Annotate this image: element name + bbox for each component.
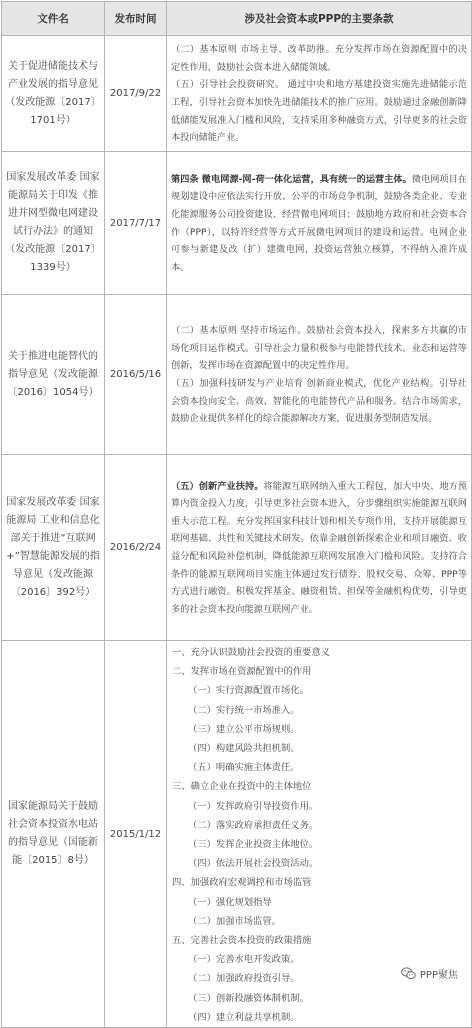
outline-subitem: （三）建立公平市场规则。 (188, 723, 300, 735)
clause-text: （五）加强科技研发与产业培育 创新商业模式，优化产业结构。引导社会资本投向安全、高效、智能化的电能替代产品和服务。结合市场需求，鼓励企业提供多样化的综合能源解决方案，促进服务型制造发展。 (171, 378, 467, 425)
clause-cell (167, 455, 472, 641)
watermark-text: PPP聚焦 (419, 970, 458, 981)
outline-subitem: （二）实行统一市场准入。 (188, 704, 300, 716)
publish-date-cell: 2015/1/12 (105, 641, 167, 1028)
header-publish-date: 发布时间 (105, 2, 167, 36)
clause-text: （二）基本原则 市场主导、改革助推。充分发挥市场在资源配置中的决定性作用，鼓励社会资本进入储能领域。 (171, 44, 467, 73)
clause-bold-lead: （五）创新产业扶持。 (171, 480, 264, 492)
page (0, 1, 472, 1023)
outline-subitem: （四）建立利益共享机制。 (188, 1011, 300, 1023)
outline-subitem: （一）实行资源配置市场化。 (188, 685, 309, 697)
table-header-row (2, 2, 472, 36)
clause-paragraph (171, 478, 467, 619)
file-name-cell: 国家能源局关于鼓励社会资本投资水电站的指导意见（国能新能〔2015〕8号） (2, 641, 105, 1028)
table-row (2, 36, 472, 152)
outline-heading: 三、确立企业在投资中的主体地位 (172, 781, 312, 793)
publish-date-cell: 2017/7/17 (105, 152, 167, 295)
table-row (2, 295, 472, 455)
clause-cell (167, 152, 472, 295)
publish-date-cell: 2016/2/24 (105, 455, 167, 641)
clause-paragraph (171, 322, 467, 375)
table-row (2, 455, 472, 641)
clause-paragraph (171, 375, 467, 428)
outline-subitem: （四）构建风险共担机制。 (188, 743, 300, 755)
file-name-cell: 关于推进电能替代的指导意见（发改能源〔2016〕1054号） (2, 295, 105, 455)
outline-subitem: （三）创新投融资体制机制。 (188, 992, 309, 1004)
clause-paragraph (171, 41, 467, 76)
outline-subitem: （二）加强政府投资引导。 (188, 973, 300, 985)
outline-heading: 一、充分认识鼓励社会投资的重要意义 (172, 647, 331, 658)
outline-subitem: （三）发挥企业投资主体地位。 (188, 839, 319, 851)
watermark (399, 966, 460, 981)
file-name-cell: 国家发展改革委 国家能源局关于印发《推进并网型微电网建设试行办法》的通知（发改能源〔2017〕1339号） (2, 152, 105, 295)
file-name-cell: 关于促进储能技术与产业发展的指导意见（发改能源〔2017〕1701号） (2, 36, 105, 152)
clause-paragraph (171, 76, 467, 146)
outline-subitem: （二）落实政府承担责任义务。 (188, 819, 319, 831)
clause-cell (167, 36, 472, 152)
clause-text: （二）基本原则 坚持市场运作。鼓励社会资本投入，探索多方共赢的市场化项目运作模式。引导社会力量积极参与电能替代技术、业态和运营等创新，发挥市场在资源配置中的决定性作用。 (171, 325, 467, 372)
publish-date-cell: 2017/9/22 (105, 36, 167, 152)
outline-heading: 二、发挥市场在资源配置中的作用 (172, 666, 312, 678)
outline-subitem: （一）完善水电开发政策。 (188, 954, 300, 966)
file-name-cell: 国家发展改革委 国家能源局 工业和信息化部关于推进“互联网+”智慧能源发展的指导意见（发改能源〔2016〕392号） (2, 455, 105, 641)
clause-paragraph (171, 171, 467, 277)
clause-text: （五）引导社会投资研究。 通过中央和地方基建投资实施先进储能示范工程，引导社会资本加快先进储能技术的推广应用。鼓励通过金融创新降低储能发展准入门槛和风险，支持采用多种融资方式，引导更多的社会资本投向储能产业。 (171, 79, 467, 144)
outline-subitem: （一）发挥政府引导投资作用。 (188, 800, 319, 812)
policy-table (1, 1, 472, 1028)
outline-subitem: （二）加强市场监管。 (188, 915, 281, 927)
header-file-name: 文件名 (2, 2, 105, 36)
outline-subitem: （一）强化规划指导 (188, 896, 272, 908)
clause-bold-lead: 第四条 微电网源-网-荷一体化运营，具有统一的运营主体。 (171, 173, 412, 185)
outline-subitem: （五）明确实施主体责任。 (188, 762, 300, 774)
header-main-clauses: 涉及社会资本或PPP的主要条款 (167, 2, 472, 36)
publish-date-cell: 2016/5/16 (105, 295, 167, 455)
outline-heading: 四、加强政府宏观调控和市场监管 (172, 877, 312, 889)
clause-text: 将能源互联网纳入重大工程包，加大中央、地方预算内资金投入力度，引导更多社会资本进入，分步骤组织实施能源互联网重大示范工程。充分发挥国家科技计划和相关专项作用，支持开展能源互联网基础、共性和关键技术研发。依靠金融创新探索企业和项目融资、收益分配和风险补偿机制，降低能源互联网发展准入门槛和风险。支持符合条件的能源互联网项目实施主体通过发行债券、股权交易、众筹、PPP等方式进行融资。积极发挥基金、融资租赁、担保等金融机构优势，引导更多的社会资本投向能源互联网产业。 (171, 480, 468, 615)
outline-heading: 五、完善社会资本投资的政策措施 (172, 935, 312, 947)
clause-cell (167, 295, 472, 455)
outline-subitem: （四）依法开展社会投资活动。 (188, 858, 319, 870)
table-row (2, 152, 472, 295)
wechat-icon (401, 967, 416, 980)
clause-text: 微电网项目在规划建设中应依法实行开放、公平的市场竞争机制，鼓励各类企业、专业化能源服务公司投资建设、经营微电网项目；鼓励地方政府和社会资本合作（PPP），以特许经营等方式开展微电网项目的建设和运营。电网企业可参与新建及改（扩）建微电网，投资运营独立核算，不得纳入准许成本。 (171, 173, 468, 273)
